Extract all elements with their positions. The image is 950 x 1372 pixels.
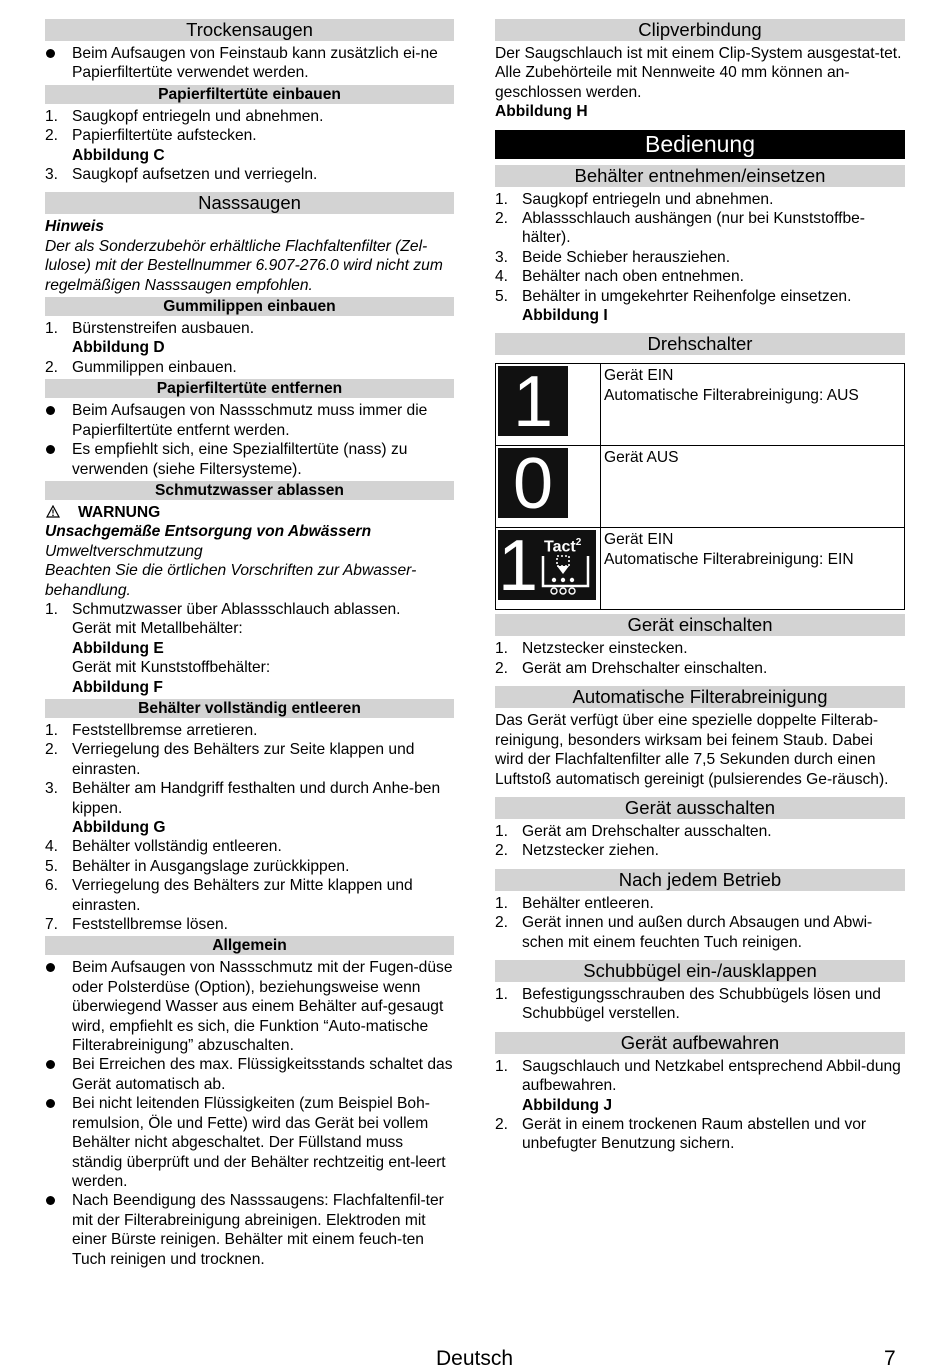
bullet-icon — [46, 406, 55, 415]
note-label: Hinweis — [45, 218, 104, 236]
figure-reference: Abbildung G — [72, 819, 166, 836]
bullet-item: Beim Aufsaugen von Nassschmutz muss immer die Papierfiltertüte entfernt werden. — [45, 401, 454, 440]
bullet-icon — [46, 1060, 55, 1069]
subheading-papierfiltertuete-einbauen: Papierfiltertüte einbauen — [45, 85, 454, 104]
figure-reference: Abbildung I — [522, 307, 608, 325]
step-3: 3. Behälter am Handgriff festhalten und durch Anhe-ben kippen. — [45, 780, 441, 817]
step-2: 2. Ablassschlauch aushängen (nur bei Kunststoffbe-hälter). — [495, 210, 865, 247]
section-heading-nach-jedem-betrieb: Nach jedem Betrieb — [495, 869, 905, 891]
figure-reference: Abbildung E — [72, 639, 164, 657]
bullet-icon — [46, 1196, 55, 1205]
step-1: 1. Feststellbremse arretieren. — [45, 721, 258, 739]
paragraph: Das Gerät verfügt über eine spezielle doppelte Filterab-reinigung, besonders wirksam bei feinem Staub. Dabei wird der Flachfaltenfilter alle 7,5 Sekunden durch einen Luftstoß automatisch gereinigt (pulsierendes Ge-räusch). — [495, 712, 889, 788]
subheading-gummilippen-einbauen: Gummilippen einbauen — [45, 297, 454, 316]
section-heading-filterabreinigung: Automatische Filterabreinigung — [495, 686, 905, 708]
step-1: 1. Netzstecker einstecken. — [495, 640, 688, 658]
bullet-icon — [46, 445, 55, 454]
section-heading-schubbuegel: Schubbügel ein-/ausklappen — [495, 960, 905, 982]
switch-row — [496, 364, 905, 446]
subheading-allgemein: Allgemein — [45, 936, 454, 955]
switch-description: Gerät AUS — [604, 449, 679, 467]
bullet-item: Beim Aufsaugen von Nassschmutz mit der Fugen-düse oder Polsterdüse (Option), beziehungsweise wenn überwiegend Wasser aus einem Behälter auf-gesaugt wird, empfiehlt es sich, die Funktion “Auto-matische Filterabreinigung” abzuschalten. — [45, 958, 454, 1055]
switch-description: Gerät EIN — [604, 531, 674, 549]
figure-reference: Abbildung F — [72, 678, 163, 696]
filter-cleaning-icon — [538, 550, 594, 596]
step-2: 2. Verriegelung des Behälters zur Seite klappen und einrasten. — [45, 741, 415, 778]
warning-instruction: Beachten Sie die örtlichen Vorschriften zur Abwasser-behandlung. — [45, 562, 417, 599]
left-column — [45, 19, 454, 1269]
section-heading-nasssaugen: Nasssaugen — [45, 192, 454, 214]
step-2: 2. Gerät am Drehschalter einschalten. — [495, 659, 768, 677]
step-2: 2. Gerät innen und außen durch Absaugen und Abwi-schen mit einem feuchten Tuch reinigen. — [495, 914, 873, 951]
step-1: 1. Saugkopf entriegeln und abnehmen. — [495, 190, 774, 208]
section-heading-einschalten: Gerät einschalten — [495, 614, 905, 636]
step-4: 4. Behälter nach oben entnehmen. — [495, 268, 744, 286]
switch-description: Automatische Filterabreinigung: AUS — [604, 386, 859, 404]
warning-consequence: Umweltverschmutzung — [45, 542, 203, 560]
switch-position-tact-icon: 1 Tact$^2$ — [498, 530, 596, 600]
switch-row — [496, 446, 905, 528]
warning-triangle-icon — [46, 505, 60, 518]
subheading-schmutzwasser-ablassen: Schmutzwasser ablassen — [45, 481, 454, 500]
step-1: 1. Saugschlauch und Netzkabel entsprechend Abbil-dung aufbewahren. — [495, 1057, 901, 1095]
subheading-behaelter-entleeren: Behälter vollständig entleeren — [45, 699, 454, 718]
bullet-item: Bei Erreichen des max. Flüssigkeitsstands schaltet das Gerät automatisch ab. — [45, 1055, 454, 1094]
step-note: Gerät mit Metallbehälter: — [72, 620, 243, 638]
step-3: 3. Saugkopf aufsetzen und verriegeln. — [45, 166, 318, 184]
step-5: 5. Behälter in Ausgangslage zurückkippen. — [45, 857, 350, 875]
step-4: 4. Behälter vollständig entleeren. — [45, 838, 282, 856]
step-note: Gerät mit Kunststoffbehälter: — [72, 659, 271, 677]
step-3: 3. Beide Schieber herausziehen. — [495, 248, 731, 266]
step-7: 7. Feststellbremse lösen. — [45, 916, 228, 934]
step-5: 5. Behälter in umgekehrter Reihenfolge einsetzen. — [495, 287, 852, 305]
page-number: 7 — [884, 1347, 896, 1370]
step-2: 2. Papierfiltertüte aufstecken. — [45, 127, 257, 145]
step-6: 6. Verriegelung des Behälters zur Mitte klappen und einrasten. — [45, 877, 413, 914]
step-2: 2. Netzstecker ziehen. — [495, 842, 659, 860]
right-column — [495, 19, 905, 1154]
bullet-icon — [46, 963, 55, 972]
section-heading-clipverbindung: Clipverbindung — [495, 19, 905, 41]
step-1: 1. Saugkopf entriegeln und abnehmen. — [45, 107, 324, 125]
section-heading-trockensaugen: Trockensaugen — [45, 19, 454, 41]
section-heading-behaelter: Behälter entnehmen/einsetzen — [495, 165, 905, 187]
bullet-item: Bei nicht leitenden Flüssigkeiten (zum Beispiel Boh-remulsion, Öle und Fette) wird das Gerät bei vollem Behälter nicht abgeschaltet. Der Füllstand muss ständig überprüft und der Behälter rechtzeitig ent-leert werden. — [45, 1094, 454, 1191]
switch-description: Automatische Filterabreinigung: EIN — [604, 550, 854, 568]
figure-reference: Abbildung C — [72, 146, 165, 164]
bullet-icon — [46, 1099, 55, 1108]
bullet-icon — [46, 49, 55, 58]
step-1: 1. Bürstenstreifen ausbauen. — [45, 320, 255, 338]
step-2: 2. Gerät in einem trockenen Raum abstellen und vor unbefugter Benutzung sichern. — [495, 1115, 867, 1153]
bullet-item: Es empfiehlt sich, eine Spezialfiltertüte (nass) zu verwenden (siehe Filtersysteme). — [45, 440, 454, 479]
section-heading-drehschalter: Drehschalter — [495, 333, 905, 355]
chapter-heading-bedienung: Bedienung — [495, 130, 905, 159]
step-1: 1. Gerät am Drehschalter ausschalten. — [495, 822, 772, 840]
step-2: 2. Gummilippen einbauen. — [45, 358, 237, 376]
warning-label: WARNUNG — [45, 503, 454, 522]
step-1: 1. Behälter entleeren. — [495, 894, 654, 912]
warning-title: Unsachgemäße Entsorgung von Abwässern — [45, 523, 372, 541]
figure-reference: Abbildung J — [522, 1096, 613, 1114]
section-heading-ausschalten: Gerät ausschalten — [495, 797, 905, 819]
figure-reference: Abbildung D — [72, 339, 165, 357]
switch-row — [496, 528, 905, 610]
figure-reference: Abbildung H — [495, 103, 588, 121]
step-1: 1. Befestigungsschrauben des Schubbügels lösen und Schubbügel verstellen. — [495, 985, 881, 1023]
section-heading-aufbewahren: Gerät aufbewahren — [495, 1032, 905, 1054]
switch-table — [495, 363, 905, 610]
step-1: 1. Schmutzwasser über Ablassschlauch ablassen. — [45, 600, 401, 618]
switch-description: Gerät EIN — [604, 367, 674, 385]
paragraph: Der Saugschlauch ist mit einem Clip-System ausgestat-tet. Alle Zubehörteile mit Nennweite 40 mm können an-geschlossen werden. — [495, 45, 902, 101]
subheading-papierfiltertuete-entfernen: Papierfiltertüte entfernen — [45, 379, 454, 398]
note-text: Der als Sonderzubehör erhältliche Flachfaltenfilter (Zel-lulose) mit der Bestellnummer 6.907-276.0 wird nicht zum regelmäßigen Nasssaugen empfohlen. — [45, 237, 443, 294]
switch-position-0-icon: 0 — [498, 448, 568, 518]
footer-language: Deutsch — [436, 1347, 514, 1370]
switch-position-1-icon: 1 — [498, 366, 568, 436]
bullet-item: Nach Beendigung des Nasssaugens: Flachfaltenfil-ter mit der Filterabreinigung abreinigen. Elektroden mit einer Bürste reinigen. Behälter mit einem feuch-ten Tuch reinigen und trocknen. — [45, 1191, 454, 1269]
bullet-item: Beim Aufsaugen von Feinstaub kann zusätzlich ei-ne Papierfiltertüte verwendet werden. — [45, 44, 454, 83]
